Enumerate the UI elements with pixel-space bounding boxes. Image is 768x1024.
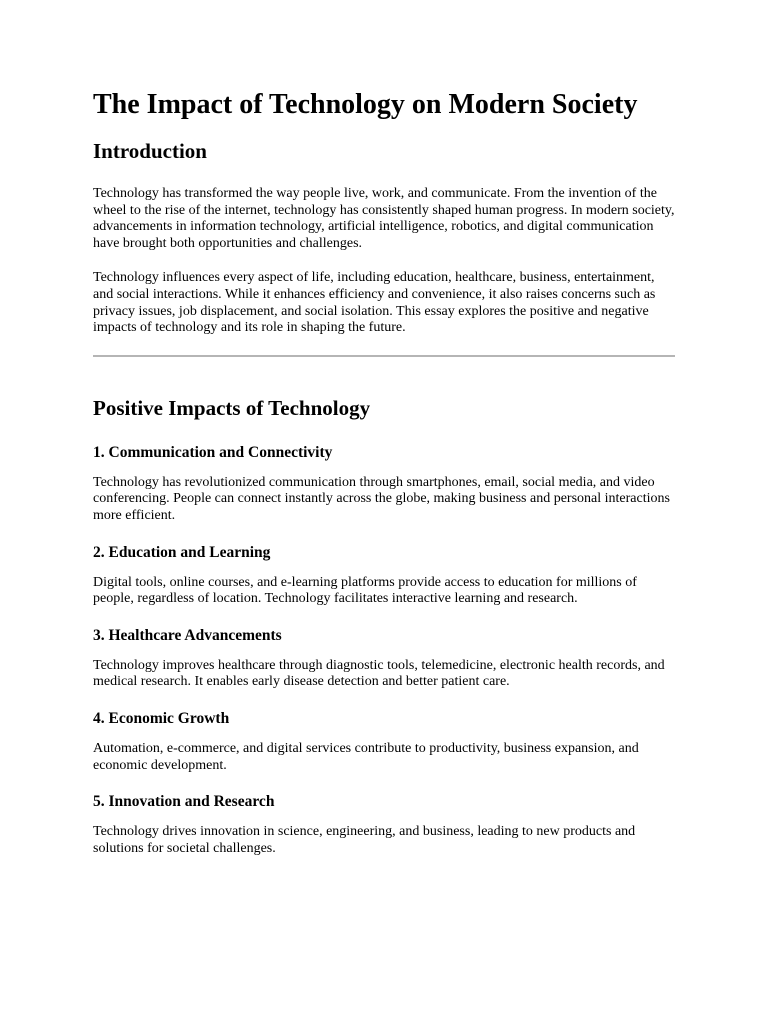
document-title: The Impact of Technology on Modern Society	[93, 89, 638, 120]
subsection-text-innovation: Technology drives innovation in science, engineering, and business, leading to new products and solutions for societal challenges.	[93, 824, 636, 856]
subsection-heading-economic: 4. Economic Growth	[93, 709, 230, 727]
subsection-heading-communication: 1. Communication and Connectivity	[93, 443, 333, 461]
intro-heading: Introduction	[93, 139, 207, 163]
section-divider	[93, 355, 675, 357]
subsection-heading-innovation: 5. Innovation and Research	[93, 793, 275, 811]
subsection-heading-healthcare: 3. Healthcare Advancements	[93, 626, 282, 644]
subsection-text-economic: Automation, e-commerce, and digital services contribute to productivity, business expansion, and economic development.	[93, 740, 639, 773]
intro-paragraph-2: Technology influences every aspect of life, including education, healthcare, business, entertainment, and social interactions. While it enhances efficiency and convenience, it also raises concerns such as privacy issues, job displacement, and social isolation. This essay explores the positive and negative impacts of technology and its role in shaping the future.	[93, 270, 656, 336]
intro-paragraph-1: Technology has transformed the way people live, work, and communicate. From the invention of the wheel to the rise of the internet, technology has consistently shaped human progress. In modern society, advancements in information technology, artificial intelligence, robotics, and digital communication have brought both opportunities and challenges.	[93, 186, 675, 251]
subsection-heading-education: 2. Education and Learning	[93, 543, 271, 561]
subsection-text-communication: Technology has revolutionized communication through smartphones, email, social media, and video conferencing. People can connect instantly across the globe, making business and personal interactions more efficient.	[93, 474, 670, 523]
subsection-text-education: Digital tools, online courses, and e-learning platforms provide access to education for millions of people, regardless of location. Technology facilitates interactive learning and research.	[93, 574, 637, 607]
positive-impacts-heading: Positive Impacts of Technology	[93, 395, 371, 420]
subsection-text-healthcare: Technology improves healthcare through diagnostic tools, telemedicine, electronic health records, and medical research. It enables early disease detection and better patient care.	[93, 657, 665, 690]
